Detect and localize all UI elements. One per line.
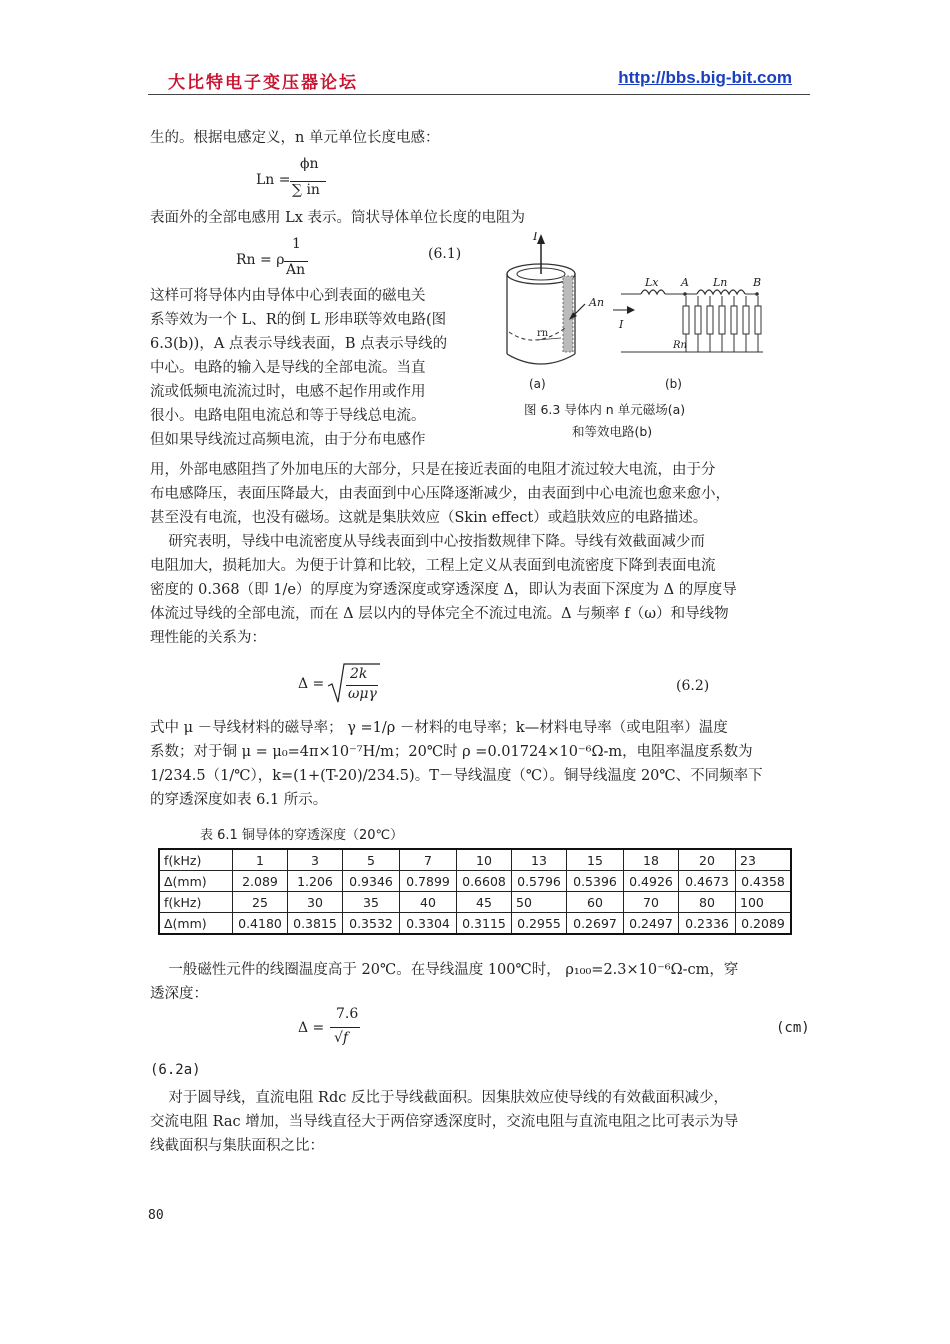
table-cell: 7 — [400, 849, 457, 871]
radius-label: rn — [537, 328, 549, 339]
table-row — [159, 892, 791, 913]
text-line: 系等效为一个 L、R的倒 L 形串联等效电路(图 — [150, 312, 447, 328]
text-line: 式中 μ －导线材料的磁导率； γ =1/ρ －材料的电导率；k—材料电导率（或电阻率）温度 — [150, 720, 728, 736]
header-divider — [148, 94, 810, 95]
table-cell: 0.2497 — [624, 913, 679, 935]
equation-lhs: Δ = — [298, 1020, 325, 1036]
equation-unit: (cm) — [776, 1020, 810, 1036]
equation-denominator: ωμγ — [348, 686, 377, 702]
text-line: 体流过导线的全部电流，而在 Δ 层以内的导体完全不流过电流。Δ 与频率 f（ω）和导线物 — [150, 606, 729, 622]
table-cell: 18 — [624, 849, 679, 871]
table-cell: 35 — [343, 892, 400, 913]
header-url-link[interactable]: http://bbs.big-bit.com — [618, 68, 792, 87]
figure-caption: 图 6.3 导体内 n 单元磁场(a) — [524, 402, 686, 417]
text-line: 流或低频电流流过时，电感不起作用或作用 — [150, 384, 426, 400]
equation-denominator: √f — [334, 1030, 349, 1046]
table-cell: 60 — [567, 892, 624, 913]
table-cell: 0.3115 — [457, 913, 512, 935]
text-line: 交流电阻 Rac 增加，当导线直径大于两倍穿透深度时，交流电阻与直流电阻之比可表示为导 — [150, 1114, 739, 1130]
table-cell: 20 — [679, 849, 736, 871]
text-line: 但如果导线流过高频电流，由于分布电感作 — [150, 432, 426, 448]
table-cell: 2.089 — [233, 871, 288, 892]
equation-numerator: ϕn — [300, 156, 319, 172]
table-cell: 50 — [512, 892, 567, 913]
current-label: I — [619, 318, 624, 331]
text-line: 用，外部电感阻挡了外加电压的大部分，只是在接近表面的电阻才流过较大电流，由于分 — [150, 462, 716, 478]
text-line: 1/234.5（1/℃），k=(1+(T-20)/234.5)。T－导线温度（℃）。铜导线温度 20℃、不同频率下 — [150, 768, 763, 784]
table-cell: 0.9346 — [343, 871, 400, 892]
text-line: 布电感降压，表面压降最大，由表面到中心压降逐渐减少，由表面到中心电流也愈来愈小， — [150, 486, 730, 502]
point-a-label: A — [681, 276, 689, 289]
figure-6-3 — [495, 232, 795, 452]
table-cell: 3 — [288, 849, 343, 871]
table-cell: 10 — [457, 849, 512, 871]
text-line: 密度的 0.368（即 1/e）的厚度为穿透深度或穿透深度 Δ，即认为表面下深度为 Δ 的厚度导 — [150, 582, 737, 598]
table-cell: 15 — [567, 849, 624, 871]
table-cell: 1.206 — [288, 871, 343, 892]
table-cell: 0.4180 — [233, 913, 288, 935]
text-line: 研究表明，导线中电流密度从导线表面到中心按指数规律下降。导线有效截面减少而 — [150, 534, 705, 550]
table-cell: 0.4673 — [679, 871, 736, 892]
paragraph — [150, 458, 737, 650]
table-cell: 0.5796 — [512, 871, 567, 892]
table-caption: 表 6.1 铜导体的穿透深度（20℃） — [200, 828, 404, 843]
table-cell: 25 — [233, 892, 288, 913]
equation-number: (6.2) — [676, 678, 710, 694]
paragraph — [150, 958, 738, 1006]
text-line: 6.3(b))，A 点表示导线表面，B 点表示导线的 — [150, 336, 448, 352]
text-line: 透深度： — [150, 986, 208, 1002]
table-cell: 0.5396 — [567, 871, 624, 892]
table-cell: f(kHz) — [159, 892, 233, 913]
text-line: 中心。电路的输入是导线的全部电流。当直 — [150, 360, 426, 376]
text-line: 系数；对于铜 μ = μ₀=4π×10⁻⁷H/m；20℃时 ρ =0.01724×10⁻⁶Ω-m，电阻率温度系数为 — [150, 744, 753, 760]
text-line: 对于圆导线，直流电阻 Rdc 反比于导线截面积。因集肤效应使导线的有效截面积减少， — [150, 1090, 728, 1106]
paragraph — [150, 716, 763, 812]
text-line: 表面外的全部电感用 Lx 表示。筒状导体单位长度的电阻为 — [150, 210, 526, 226]
subfigure-b-label: (b) — [665, 377, 682, 391]
paragraph — [150, 1086, 738, 1158]
table-cell: f(kHz) — [159, 849, 233, 871]
skin-depth-table — [158, 848, 792, 935]
table-row — [159, 849, 791, 871]
inductance-ln-label: Ln — [713, 276, 728, 289]
table-cell: 70 — [624, 892, 679, 913]
table-cell: 40 — [400, 892, 457, 913]
table-cell: 1 — [233, 849, 288, 871]
text-line: 一般磁性元件的线圈温度高于 20℃。在导线温度 100℃时， ρ₁₀₀=2.3×10⁻⁶Ω-cm，穿 — [150, 962, 739, 978]
table-cell: 0.2697 — [567, 913, 624, 935]
resistance-label: Rn — [673, 340, 687, 351]
text-line: 这样可将导体内由导体中心到表面的磁电关 — [150, 288, 426, 304]
table-cell: 23 — [736, 849, 792, 871]
table-cell: 45 — [457, 892, 512, 913]
equation-numerator: 1 — [292, 236, 301, 252]
equation-number: (6.1) — [428, 246, 462, 262]
table-cell: 0.4358 — [736, 871, 792, 892]
area-label: An — [589, 296, 605, 309]
table-row — [159, 871, 791, 892]
table-cell: 13 — [512, 849, 567, 871]
table-cell: 0.7899 — [400, 871, 457, 892]
table-cell: 80 — [679, 892, 736, 913]
equation-lhs: Δ = — [298, 676, 325, 692]
point-b-label: B — [753, 276, 762, 289]
current-label: I — [533, 232, 538, 243]
text-line: 生的。根据电感定义，n 单元单位长度电感： — [150, 130, 440, 146]
conductor-diagram — [495, 232, 795, 452]
table-cell: 100 — [736, 892, 792, 913]
text-line: 线截面积与集肤面积之比： — [150, 1138, 324, 1154]
table-cell: 0.4926 — [624, 871, 679, 892]
table-cell: 0.3304 — [400, 913, 457, 935]
equation-denominator: An — [286, 262, 306, 278]
text-line: 很小。电路电阻电流总和等于导线总电流。 — [150, 408, 426, 424]
equation-numerator: 7.6 — [336, 1006, 359, 1022]
wrapped-paragraph — [150, 284, 447, 452]
text-line: 电阻加大，损耗加大。为便于计算和比较，工程上定义从表面到电流密度下降到表面电流 — [150, 558, 716, 574]
equation-lhs: Ln = — [256, 172, 291, 188]
inductance-lx-label: Lx — [645, 276, 659, 289]
table-cell: 0.3815 — [288, 913, 343, 935]
text-line: 甚至没有电流，也没有磁场。这就是集肤效应（Skin effect）或趋肤效应的电路描述。 — [150, 510, 708, 526]
table-cell: 0.2336 — [679, 913, 736, 935]
equation-number: (6.2a) — [150, 1062, 201, 1078]
fraction-bar — [330, 1027, 360, 1028]
table-row — [159, 913, 791, 935]
table-cell: 0.2089 — [736, 913, 792, 935]
equation-denominator: ∑ in — [292, 182, 320, 198]
figure-caption: 和等效电路(b) — [572, 424, 653, 439]
equation-lhs: Rn = ρ — [236, 252, 285, 268]
table-cell: 0.3532 — [343, 913, 400, 935]
table-cell: Δ(mm) — [159, 913, 233, 935]
page-number: 80 — [148, 1208, 164, 1223]
table-cell: 5 — [343, 849, 400, 871]
table-cell: Δ(mm) — [159, 871, 233, 892]
subfigure-a-label: (a) — [529, 377, 546, 391]
text-line: 的穿透深度如表 6.1 所示。 — [150, 792, 328, 808]
table-cell: 30 — [288, 892, 343, 913]
equation-numerator: 2k — [350, 666, 368, 682]
text-line: 理性能的关系为： — [150, 630, 266, 646]
header-title: 大比特电子变压器论坛 — [168, 73, 358, 93]
table-cell: 0.6608 — [457, 871, 512, 892]
table-cell: 0.2955 — [512, 913, 567, 935]
